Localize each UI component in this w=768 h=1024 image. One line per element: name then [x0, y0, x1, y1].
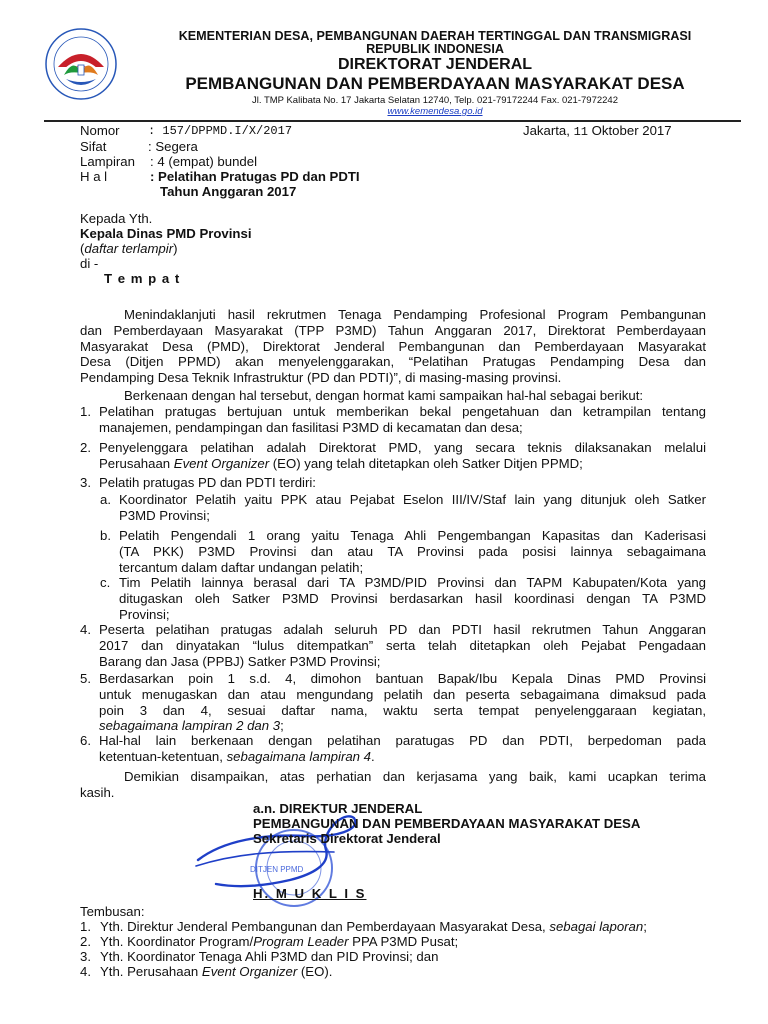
item-line: poin 3 dan 4, sesuai daftar nama, waktu serta tempat penyelenggaraan kegiatan,	[99, 702, 706, 718]
country-name: REPUBLIK INDONESIA	[366, 42, 504, 56]
cc-text-italic: sebagai laporan	[549, 919, 644, 934]
item-line: Pelatihan pratugas bertujuan untuk memberikan bekal pengetahuan dan ketrampilan tentang	[99, 404, 706, 419]
cc-item	[80, 934, 647, 949]
item-line: Hal-hal lain berkenaan dengan pelatihan paratugas PD dan PDTI, berpedoman pada	[99, 733, 706, 748]
item-line: (TA PKK) P3MD Provinsi dan atau TA Provinsi pada posisi lainnya sebagaimana	[119, 543, 706, 559]
tempat-label: T e m p a t	[104, 271, 181, 286]
item-line: Koordinator Pelatih yaitu PPK atau Pejabat Eselon III/IV/Staf lain yang ditunjuk oleh Satker	[119, 492, 706, 507]
item-number: 5.	[80, 671, 91, 686]
cc-text: ;	[643, 919, 647, 934]
cc-text: (EO).	[297, 964, 333, 979]
paragraph-lead: Berkenaan dengan hal tersebut, dengan hormat kami sampaikan hal-hal sebagai berikut:	[124, 388, 644, 403]
cc-item	[80, 949, 647, 964]
item-text: ;	[280, 718, 284, 734]
item-number: 3.	[80, 475, 91, 490]
cc-number: 2.	[80, 934, 91, 949]
recipient-name: Kepala Dinas PMD Provinsi	[80, 226, 252, 241]
paragraph-line: Masyarakat Desa (PMD), Direktorat Jenderal Pembangunan dan Pemberdayaan Masyarakat	[80, 338, 706, 354]
item-line: Provinsi;	[119, 606, 170, 622]
cc-text: Yth. Direktur Jenderal Pembangunan dan Pemberdayaan Masyarakat Desa,	[100, 919, 550, 934]
letter-date	[523, 123, 672, 141]
closing-line-end: kasih.	[80, 785, 115, 800]
item-text: .	[371, 748, 375, 764]
nomor-value: : 157/DPPMD.I/X/2017	[148, 124, 293, 138]
ministry-name: KEMENTERIAN DESA, PEMBANGUNAN DAERAH TERTINGGAL DAN TRANSMIGRASI	[178, 29, 692, 43]
header-divider	[44, 120, 741, 122]
sifat-label: Sifat	[80, 139, 107, 154]
cc-item	[80, 964, 647, 979]
cc-number: 1.	[80, 919, 91, 934]
item-line: Barang dan Jasa (PPBJ) Satker P3MD Provinsi;	[99, 653, 381, 669]
date-day: 11	[573, 125, 588, 139]
paragraph-intro	[80, 307, 706, 386]
cc-item	[80, 919, 647, 934]
date-place: Jakarta,	[523, 123, 570, 138]
signatory-name: H. M U K L I S	[253, 886, 367, 901]
closing-line: Demikian disampaikan, atas perhatian dan kerjasama yang baik, kami ucapkan terima	[124, 769, 706, 784]
paragraph-line: Pendamping Desa Teknik Infrastruktur (PD dan PDTI)”, di masing-masing provinsi.	[80, 370, 562, 386]
cc-title: Tembusan:	[80, 904, 145, 919]
cc-text: Yth. Koordinator Tenaga Ahli P3MD dan PID Provinsi; dan	[100, 949, 439, 964]
item-line	[99, 456, 706, 472]
hal-label: H a l	[80, 169, 108, 184]
item-line: manajemen, pendampingan dan fasilitasi P3MD di kecamatan dan desa;	[99, 419, 523, 435]
lampiran-label: Lampiran	[80, 154, 135, 169]
cc-text-italic: Program Leader	[253, 934, 349, 949]
item-text: ketentuan-ketentuan,	[99, 748, 227, 764]
item-number: 1.	[80, 404, 91, 419]
item-line: Penyelenggara pelatihan adalah Direktorat PMD, yang secara teknis dilaksanakan melalui	[99, 440, 706, 455]
kepada-label: Kepada Yth.	[80, 211, 153, 226]
cc-number: 3.	[80, 949, 91, 964]
item-line	[99, 749, 706, 765]
signatory-line-3: Sekretaris Direktorat Jenderal	[253, 831, 441, 846]
paragraph-line: Menindaklanjuti hasil rekrutmen Tenaga Pendamping Profesional Program Pembangunan	[124, 307, 706, 322]
cc-text: Yth. Koordinator Program/	[100, 934, 254, 949]
note-text: daftar terlampir	[84, 241, 174, 256]
item-line: 2017 dan dinyatakan “lulus ditempatkan” serta telah ditetapkan oleh Pejabat Pengadaan	[99, 637, 706, 653]
item-text: (EO) yang telah ditetapkan oleh Satker Ditjen PPMD;	[269, 455, 583, 471]
item-line	[99, 718, 706, 734]
paragraph-line: Desa (Ditjen PPMD) akan menyelenggarakan, “Pelatihan Pratugas Pendamping Desa dan	[80, 354, 706, 370]
recipient-note	[80, 241, 178, 257]
nomor-label: Nomor	[80, 123, 120, 138]
cc-text: PPA P3MD Pusat;	[348, 934, 459, 949]
sub-item-letter: b.	[100, 528, 111, 543]
lampiran-value: : 4 (empat) bundel	[150, 154, 258, 169]
item-number: 6.	[80, 733, 91, 748]
item-text-italic: sebagaimana lampiran 4	[226, 748, 371, 764]
ministry-emblem-icon	[44, 27, 118, 101]
item-line: Pelatih pratugas PD dan PDTI terdiri:	[99, 475, 316, 490]
item-line: ditugaskan oleh Satker P3MD Provinsi berdasarkan hasil koordinasi dengan TA P3MD	[119, 590, 706, 606]
cc-list	[80, 919, 647, 979]
item-number: 2.	[80, 440, 91, 455]
date-month-year: Oktober 2017	[591, 123, 672, 138]
sub-item-letter: a.	[100, 492, 111, 507]
header-website-link[interactable]: www.kemendesa.go.id	[387, 106, 483, 117]
item-text-italic: Event Organizer	[173, 455, 270, 471]
item-line: tercantum dalam daftar undangan pelatih;	[119, 559, 364, 575]
sub-item-letter: c.	[100, 575, 111, 590]
directorate-full-title: PEMBANGUNAN DAN PEMBERDAYAAN MASYARAKAT DESA	[185, 74, 685, 93]
item-line: Peserta pelatihan pratugas adalah seluruh PD dan PDTI hasil rekrutmen Tahun Anggaran	[99, 622, 706, 637]
paragraph-line: dan Pemberdayaan Masyarakat (TPP P3MD) Tahun Anggaran 2017, Direktorat Pemberdayaan	[80, 322, 706, 338]
sifat-value: : Segera	[148, 139, 198, 154]
stamp-text: DITJEN PPMD	[250, 865, 304, 874]
item-line: Berdasarkan poin 1 s.d. 4, dimohon bantuan Bapak/Ibu Kepala Dinas PMD Provinsi	[99, 671, 706, 686]
cc-text: Yth. Perusahaan	[100, 964, 202, 979]
item-line: untuk menugaskan dan atau mengundang pelatih dan peserta sebagaimana dimaksud pada	[99, 686, 706, 702]
item-text: Perusahaan	[99, 455, 174, 471]
cc-text-italic: Event Organizer	[201, 964, 298, 979]
hal-value-year: Tahun Anggaran 2017	[160, 184, 297, 199]
signatory-line-2: PEMBANGUNAN DAN PEMBERDAYAAN MASYARAKAT DESA	[253, 816, 641, 831]
item-number: 4.	[80, 622, 91, 637]
note-close: )	[173, 241, 178, 256]
cc-number: 4.	[80, 964, 91, 979]
item-line: P3MD Provinsi;	[119, 507, 210, 523]
item-line: Pelatih Pengendali 1 orang yaitu Tenaga Ahli Pengembangan Kapasitas dan Kaderisasi	[119, 528, 706, 543]
item-line: Tim Pelatih lainnya berasal dari TA P3MD/PID Provinsi dan TAPM Kabupaten/Kota yang	[119, 575, 706, 590]
header-address: Jl. TMP Kalibata No. 17 Jakarta Selatan 12740, Telp. 021-79172244 Fax. 021-7972242	[251, 95, 618, 106]
hal-value: : Pelatihan Pratugas PD dan PDTI	[150, 169, 360, 184]
note-open: (	[80, 241, 85, 256]
directorate-title: DIREKTORAT JENDERAL	[337, 56, 533, 73]
di-label: di -	[80, 256, 99, 271]
signatory-line-1: a.n. DIREKTUR JENDERAL	[253, 801, 423, 816]
item-text-italic: sebagaimana lampiran 2 dan 3	[99, 718, 281, 734]
